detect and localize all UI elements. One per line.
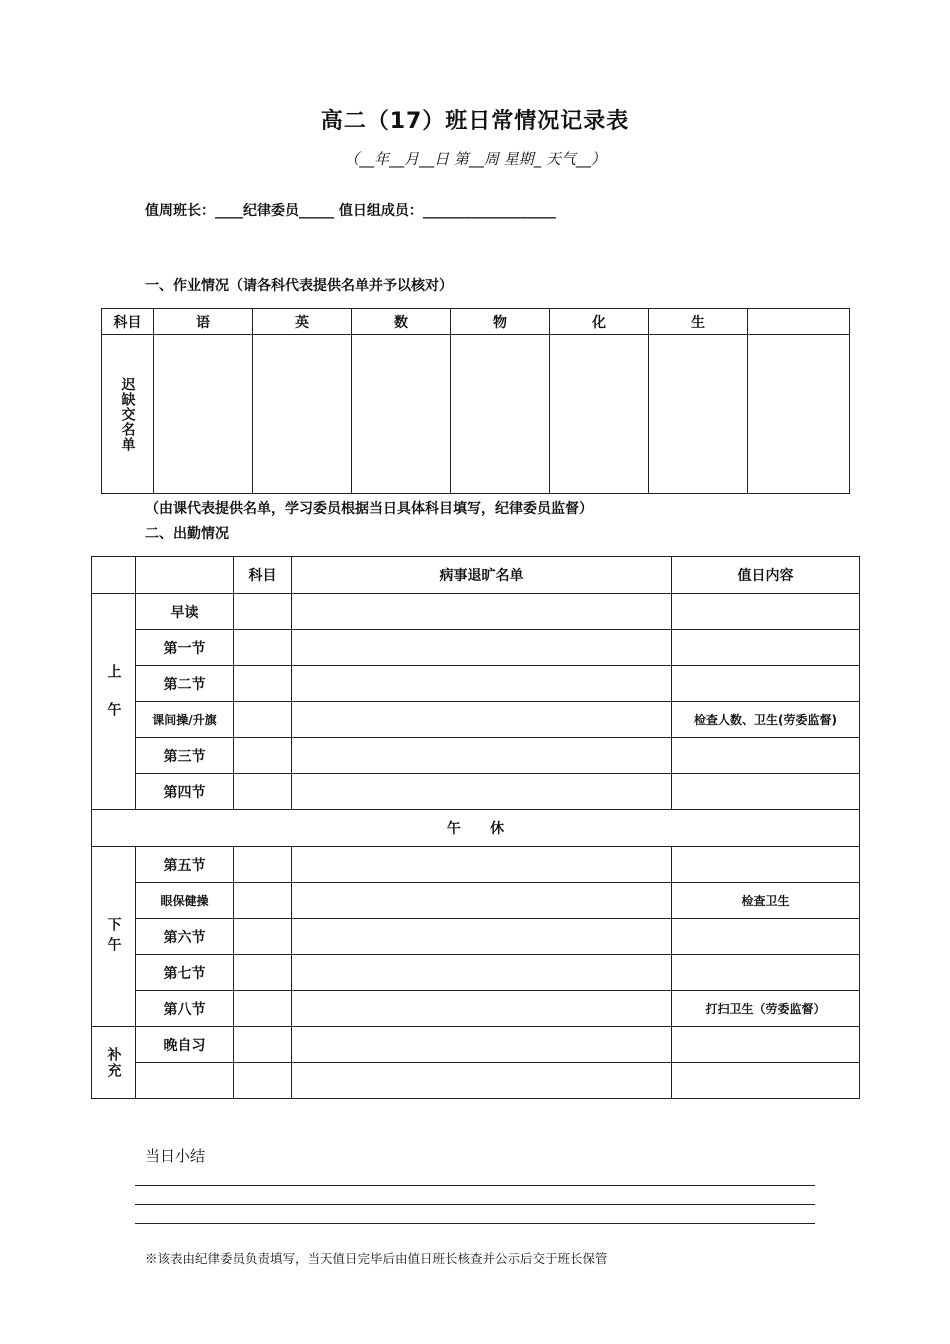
attendance-header-row	[92, 557, 860, 594]
subject-header: 科目	[234, 557, 292, 594]
table-row	[92, 666, 860, 702]
entry-cell[interactable]	[253, 335, 352, 494]
attendance-section-title: 二、出勤情况	[145, 526, 229, 542]
table-row	[92, 1027, 860, 1063]
table-row	[92, 630, 860, 666]
duty-cell[interactable]	[672, 666, 860, 702]
duty-cell[interactable]: 检查卫生	[672, 883, 860, 919]
subject-cell[interactable]	[234, 1063, 292, 1099]
entry-cell[interactable]	[748, 335, 850, 494]
duty-cell[interactable]	[672, 847, 860, 883]
subject-extra	[748, 309, 850, 335]
blank-header-cell	[92, 557, 136, 594]
absence-cell[interactable]	[292, 666, 672, 702]
subject-cell[interactable]	[234, 594, 292, 630]
homework-header-row	[102, 309, 850, 335]
subject-cell[interactable]	[234, 991, 292, 1027]
duty-cell[interactable]	[672, 919, 860, 955]
duty-cell[interactable]: 打扫卫生（劳委监督）	[672, 991, 860, 1027]
absence-cell[interactable]	[292, 883, 672, 919]
absence-cell[interactable]	[292, 702, 672, 738]
subject-biology: 生	[649, 309, 748, 335]
homework-table	[101, 308, 850, 494]
subject-cell[interactable]	[234, 738, 292, 774]
duty-cell[interactable]	[672, 1063, 860, 1099]
summary-line[interactable]	[135, 1204, 815, 1205]
period-label: 眼保健操	[136, 883, 234, 919]
period-label: 课间操/升旗	[136, 702, 234, 738]
page-title: 高二（17）班日常情况记录表	[320, 109, 630, 134]
footer-note: ※该表由纪律委员负责填写，当天值日完毕后由值日班长核查并公示后交于班长保管	[145, 1251, 608, 1266]
late-missing-label: 迟缺交名单	[119, 376, 136, 452]
table-row	[92, 738, 860, 774]
morning-label-cell	[92, 594, 136, 810]
period-label: 第六节	[136, 919, 234, 955]
period-label: 晚自习	[136, 1027, 234, 1063]
absence-cell[interactable]	[292, 955, 672, 991]
late-missing-row	[102, 335, 850, 494]
daily-summary-label: 当日小结	[145, 1147, 206, 1165]
subject-english: 英	[253, 309, 352, 335]
duty-cell[interactable]	[672, 955, 860, 991]
subject-physics: 物	[451, 309, 550, 335]
subject-chinese: 语	[154, 309, 253, 335]
absence-cell[interactable]	[292, 738, 672, 774]
absence-cell[interactable]	[292, 991, 672, 1027]
duty-cell[interactable]	[672, 738, 860, 774]
subject-cell[interactable]	[234, 847, 292, 883]
subject-cell[interactable]	[234, 919, 292, 955]
duty-staff-line: 值周班长：____纪律委员_____ 值日组成员：___________________	[145, 203, 556, 219]
absence-cell[interactable]	[292, 1027, 672, 1063]
date-weather-line: （__年__月__日 第__周 星期_ 天气__）	[344, 150, 606, 168]
subject-cell[interactable]	[234, 774, 292, 810]
table-row	[92, 1063, 860, 1099]
summary-line[interactable]	[135, 1185, 815, 1186]
table-row	[92, 955, 860, 991]
period-label: 第七节	[136, 955, 234, 991]
period-label: 第五节	[136, 847, 234, 883]
entry-cell[interactable]	[451, 335, 550, 494]
period-label: 第八节	[136, 991, 234, 1027]
absence-list-header: 病事退旷名单	[292, 557, 672, 594]
duty-content-header: 值日内容	[672, 557, 860, 594]
subject-math: 数	[352, 309, 451, 335]
subject-cell[interactable]	[234, 883, 292, 919]
absence-cell[interactable]	[292, 630, 672, 666]
absence-cell[interactable]	[292, 1063, 672, 1099]
morning-label: 上午	[105, 663, 122, 740]
noon-break-row	[92, 810, 860, 847]
absence-cell[interactable]	[292, 847, 672, 883]
period-label	[136, 1063, 234, 1099]
extra-label: 补充	[105, 1046, 122, 1079]
period-label: 第二节	[136, 666, 234, 702]
summary-line[interactable]	[135, 1223, 815, 1224]
duty-cell[interactable]	[672, 774, 860, 810]
entry-cell[interactable]	[649, 335, 748, 494]
afternoon-label: 下午	[105, 916, 122, 957]
extra-label-cell	[92, 1027, 136, 1099]
period-label: 早读	[136, 594, 234, 630]
subject-header: 科目	[102, 309, 154, 335]
subject-chemistry: 化	[550, 309, 649, 335]
noon-break-label: 午 休	[92, 810, 860, 847]
blank-header-cell	[136, 557, 234, 594]
table-row	[92, 991, 860, 1027]
table-row	[92, 883, 860, 919]
table-row	[92, 774, 860, 810]
duty-cell[interactable]	[672, 1027, 860, 1063]
subject-cell[interactable]	[234, 702, 292, 738]
table-row	[92, 702, 860, 738]
table-row	[92, 594, 860, 630]
late-missing-label-cell	[102, 335, 154, 494]
homework-section-title: 一、作业情况（请各科代表提供名单并予以核对）	[145, 278, 453, 294]
duty-cell[interactable]	[672, 630, 860, 666]
absence-cell[interactable]	[292, 919, 672, 955]
entry-cell[interactable]	[550, 335, 649, 494]
subject-cell[interactable]	[234, 666, 292, 702]
duty-cell[interactable]: 检查人数、卫生(劳委监督)	[672, 702, 860, 738]
duty-cell[interactable]	[672, 594, 860, 630]
entry-cell[interactable]	[154, 335, 253, 494]
attendance-table	[91, 556, 860, 1099]
period-label: 第三节	[136, 738, 234, 774]
absence-cell[interactable]	[292, 774, 672, 810]
subject-cell[interactable]	[234, 630, 292, 666]
entry-cell[interactable]	[352, 335, 451, 494]
subject-cell[interactable]	[234, 1027, 292, 1063]
period-label: 第一节	[136, 630, 234, 666]
period-label: 第四节	[136, 774, 234, 810]
absence-cell[interactable]	[292, 594, 672, 630]
table-row	[92, 847, 860, 883]
table-row	[92, 919, 860, 955]
afternoon-label-cell	[92, 847, 136, 1027]
subject-cell[interactable]	[234, 955, 292, 991]
homework-note: （由课代表提供名单，学习委员根据当日具体科目填写，纪律委员监督）	[145, 501, 593, 517]
